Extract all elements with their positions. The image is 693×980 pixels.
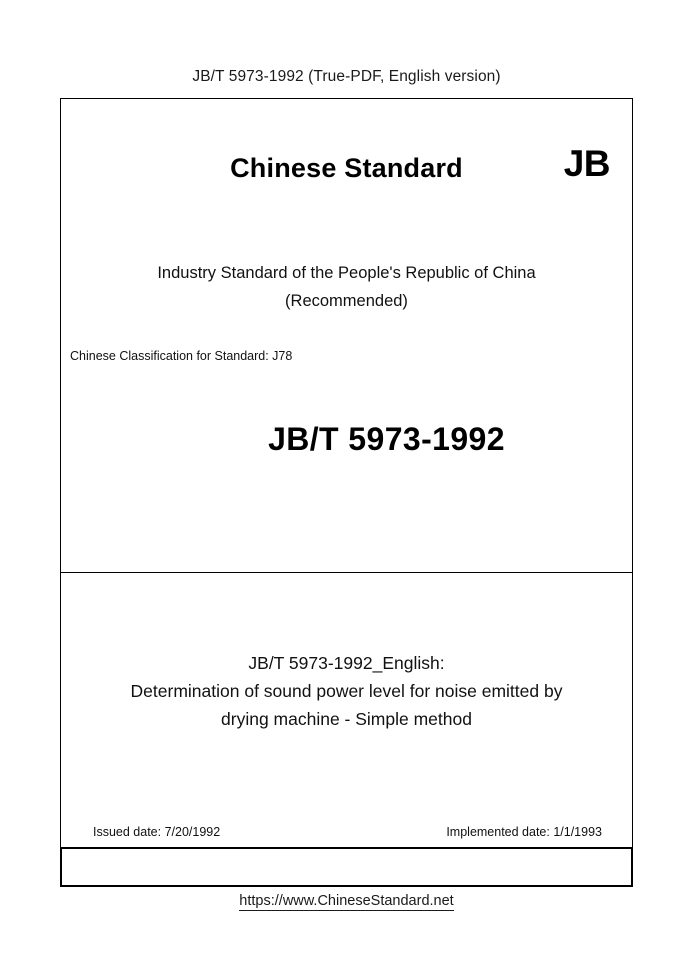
english-title-line-1: JB/T 5973-1992_English: xyxy=(248,653,445,673)
implemented-date: Implemented date: 1/1/1993 xyxy=(446,825,602,839)
standard-number: JB/T 5973-1992 xyxy=(268,421,505,457)
issued-date: Issued date: 7/20/1992 xyxy=(93,825,221,839)
page-header-caption: JB/T 5973-1992 (True-PDF, English version) xyxy=(192,68,501,85)
industry-standard-line-1: Industry Standard of the People's Republic of China xyxy=(157,264,536,282)
english-title-line-2: Determination of sound power level for noise emitted by xyxy=(130,681,563,701)
source-url[interactable] xyxy=(0,893,693,909)
jb-logo: JB xyxy=(563,143,610,184)
source-url-text[interactable]: https://www.ChineseStandard.net xyxy=(239,893,454,909)
cover-upper-section xyxy=(61,99,632,573)
footer-bar xyxy=(60,847,633,887)
industry-standard-line-2: (Recommended) xyxy=(285,292,408,310)
classification-code: Chinese Classification for Standard: J78 xyxy=(70,349,293,363)
industry-standard-block xyxy=(61,259,632,315)
english-title-block xyxy=(87,649,606,733)
cover-frame xyxy=(60,98,633,884)
standard-title: Chinese Standard xyxy=(230,153,463,183)
cover-lower-section xyxy=(61,573,632,883)
english-title-line-3: drying machine - Simple method xyxy=(221,709,472,729)
